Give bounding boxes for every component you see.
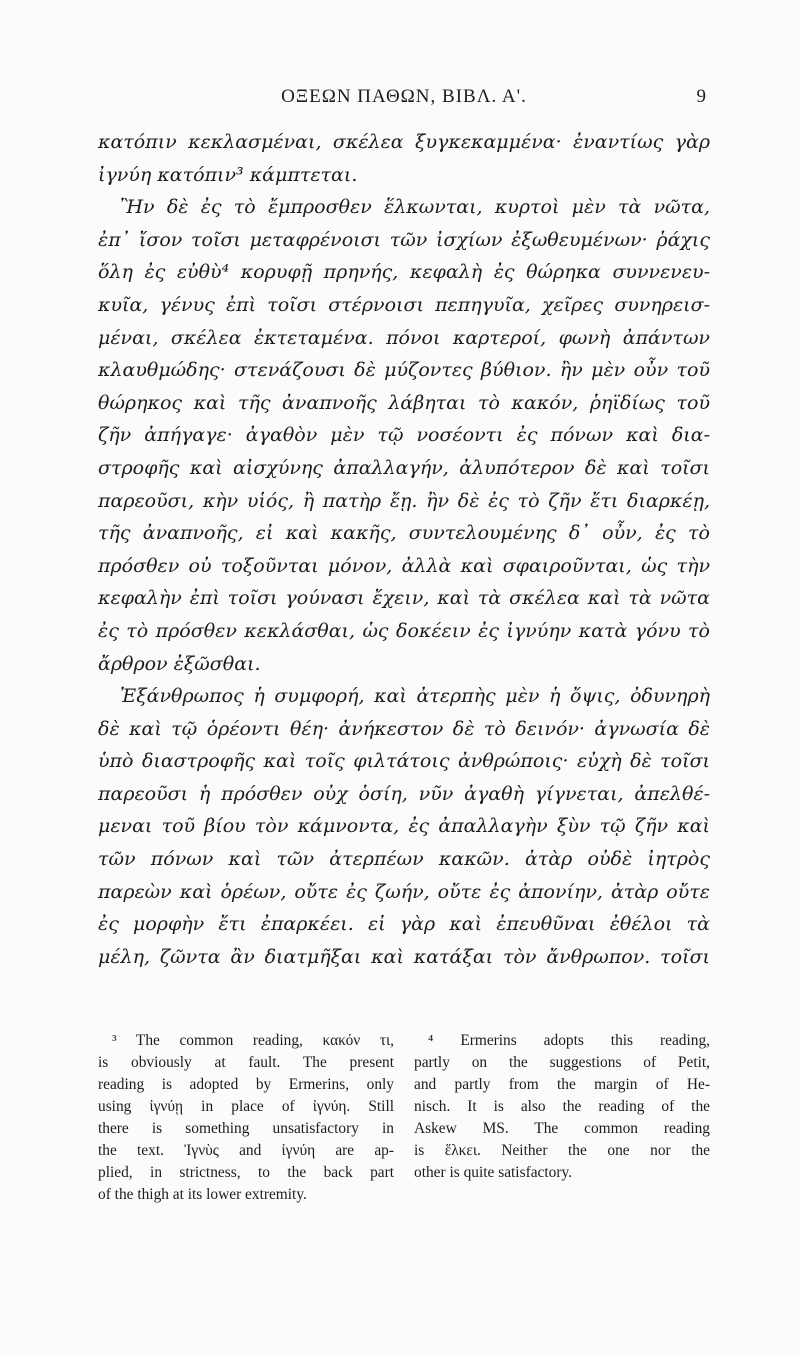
text-line: ἐπ᾽ ἴσον τοῖσι μεταφρένοισι τῶν ἰσχίων ἐξωθευμένων· ῥάχις [98,228,710,251]
text-line: μεναι τοῦ βίου τὸν κάμνοντα, ἐς ἀπαλλαγὴν ξὺν τῷ ζῆν καὶ [98,815,710,838]
text-line: Ἢν δὲ ἐς τὸ ἔμπροσθεν ἕλκωνται, κυρτοὶ μὲν τὰ νῶτα, [120,196,710,219]
footnote-line: reading is adopted by Ermerins, only [98,1076,394,1093]
running-head-title: ΟΞΕΩΝ ΠΑΘΩΝ, ΒΙΒΛ. Α'. [281,86,527,107]
text-line: παρεοῦσι, κὴν υἱός, ἢ πατὴρ ἔῃ. ἢν δὲ ἐς τὸ ζῆν ἔτι διαρκέῃ, [98,489,710,512]
footnote-line: plied, in strictness, to the back part [98,1164,394,1181]
text-line: ἐς μορφὴν ἔτι ἐπαρκέει. εἰ γὰρ καὶ ἐπευθῦναι ἐθέλοι τὰ [98,913,710,936]
text-line: τῆς ἀναπνοῆς, εἰ καὶ κακῆς, συντελουμένης δ᾽ οὖν, ἐς τὸ [98,522,710,545]
text-line: πρόσθεν οὐ τοξοῦνται μόνον, ἀλλὰ καὶ σφαιροῦνται, ὡς τὴν [98,554,710,577]
text-line: ἐς τὸ πρόσθεν κεκλάσθαι, ὡς δοκέειν ἐς ἰγνύην κατὰ γόνυ τὸ [98,619,710,642]
footnote-line: partly on the suggestions of Petit, [414,1054,710,1071]
running-head [98,78,710,118]
text-line: στροφῆς καὶ αἰσχύνης ἀπαλλαγήν, ἀλυπότερον δὲ καὶ τοῖσι [98,456,710,479]
footnote-3 [98,1030,394,1206]
footnote-line: is ἕλκει. Neither the one nor the [414,1142,710,1159]
footnote-line: ³ The common reading, κακόν τι, [112,1032,394,1049]
page-number: 9 [696,86,706,107]
footnote-4 [414,1030,710,1206]
footnote-line: other is quite satisfactory. [414,1164,572,1181]
book-page [98,78,710,1318]
footnotes [98,1030,710,1206]
text-line: κατόπιν κεκλασμέναι, σκέλεα ξυγκεκαμμένα· ἐναντίως γὰρ [98,131,710,153]
text-line: παρεὼν καὶ ὁρέων, οὔτε ἐς ζωήν, οὔτε ἐς ἀπονίην, ἀτὰρ οὔτε [98,880,710,903]
footnote-line: nisch. It is also the reading of the [414,1098,710,1115]
text-line: ἰγνύη κατόπιν³ κάμπτεται. [98,163,358,186]
text-line: ὅλη ἐς εὐθὺ⁴ κορυφῇ πρηνής, κεφαλὴ ἐς θώρηκα συννενευ- [98,261,710,284]
text-line: μέλη, ζῶντα ἂν διατμῆξαι καὶ κατάξαι τὸν ἄνθρωπον. τοῖσι [98,945,710,968]
main-text [98,126,710,973]
text-line: κεφαλὴν ἐπὶ τοῖσι γούνασι ἔχειν, καὶ τὰ σκέλεα καὶ τὰ νῶτα [98,587,710,610]
text-line: παρεοῦσι ἡ πρόσθεν οὐχ ὁσίη, νῦν ἀγαθὴ γίγνεται, ἀπελθέ- [98,782,710,805]
footnote-line: of the thigh at its lower extremity. [98,1186,307,1203]
text-line: κυῖα, γένυς ἐπὶ τοῖσι στέρνοισι πεπηγυῖα, χεῖρες συνηρεισ- [98,293,710,316]
footnote-line: is obviously at fault. The present [98,1054,394,1071]
text-line: τῶν πόνων καὶ τῶν ἀτερπέων κακῶν. ἀτὰρ οὐδὲ ἰητρὸς [98,848,710,871]
text-line: Ἐξάνθρωπος ἡ συμφορή, καὶ ἀτερπὴς μὲν ἡ ὄψις, ὀδυνηρὴ [120,685,710,708]
text-line: δὲ καὶ τῷ ὁρέοντι θέη· ἀνήκεστον δὲ τὸ δεινόν· ἀγνωσία δὲ [98,717,710,740]
text-line: θώρηκος καὶ τῆς ἀναπνοῆς λάβηται τὸ κακόν, ῥηϊδίως τοῦ [98,391,710,414]
text-line: ζῆν ἀπήγαγε· ἀγαθὸν μὲν τῷ νοσέοντι ἐς πόνων καὶ δια- [98,424,710,447]
footnote-line: the text. Ἰγνὺς and ἰγνύη are ap- [98,1142,394,1159]
footnote-line: using ἰγνύῃ in place of ἰγνύη. Still [98,1098,394,1115]
footnote-line: there is something unsatisfactory in [98,1120,394,1137]
footnote-line: ⁴ Ermerins adopts this reading, [428,1032,710,1049]
text-line: μέναι, σκέλεα ἐκτεταμένα. πόνοι καρτεροί, φωνὴ ἀπάντων [98,326,710,349]
text-line: ἄρθρον ἐξῶσθαι. [98,652,261,675]
footnote-line: and partly from the margin of He- [414,1076,710,1093]
footnote-line: Askew MS. The common reading [414,1120,710,1137]
text-line: ὑπὸ διαστροφῆς καὶ τοῖς φιλτάτοις ἀνθρώποις· εὐχὴ δὲ τοῖσι [98,750,710,773]
text-line: κλαυθμώδης· στενάζουσι δὲ μύζοντες βύθιον. ἢν μὲν οὖν τοῦ [98,359,710,382]
